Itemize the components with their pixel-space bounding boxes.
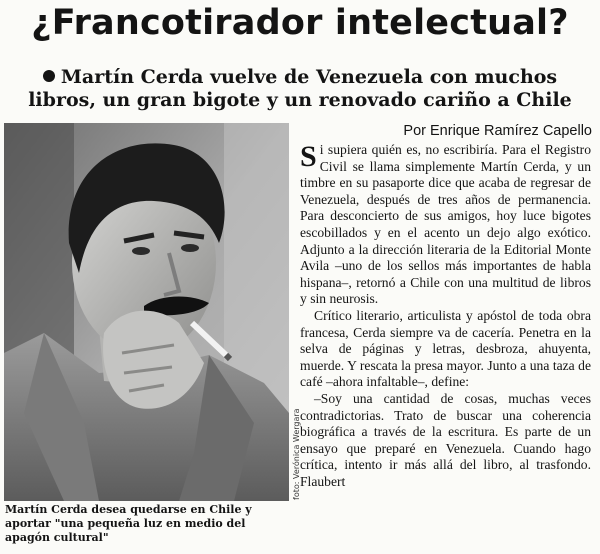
photo-caption: Martín Cerda desea quedarse en Chile y aportar "una pequeña luz en medio del apagón cultural" [5,503,252,544]
paragraph-1 [300,142,591,308]
article-body [300,142,591,490]
byline: Por Enrique Ramírez Capello [403,123,592,139]
portrait-photo [4,123,289,501]
paragraph-2: Crítico literario, articulista y apóstol de toda obra francesa, Cerda siempre va de cacería. Penetra en la selva de páginas y letras, desbroza, ahuyenta, muerde. Y rescata la presa mayor. Junto a una taza de café –ahora infaltable–, define: [300,307,591,390]
deck [10,66,590,112]
photo-credit: foto: Verónica Wergara [292,408,301,500]
headline: ¿Francotirador intelectual? [31,3,569,43]
paragraph-3: –Soy una cantidad de cosas, muchas veces contradictorias. Trato de buscar una coherencia biográfica a través de la escritura. Es parte de un ensayo que preparé en Venezuela. Cuando hago crítica, intento ir más allá del libro, al trasfondo. Flaubert [300,390,591,489]
bullet-icon [43,70,55,82]
drop-cap: S [300,140,317,173]
portrait-illustration [4,123,289,501]
deck-text: Martín Cerda vuelve de Venezuela con muchos libros, un gran bigote y un renovado cariño a Chile [28,66,572,111]
paragraph-1-text: i supiera quién es, no escribiría. Para el Registro Civil se llama simplemente Martín Cerda, y un timbre en su pasaporte dice que acaba de regresar de Venezuela, después de tres años de permanencia. Para desconcierto de sus amigos, hoy luce bigotes escobillados y en el acento un dejo algo exótico. Adjunto a la dirección literaria de la Editorial Monte Avila –uno de los sellos más importantes de habla hispana–, retornó a Chile con una multitud de libros y sin neurosis. [300,142,591,307]
